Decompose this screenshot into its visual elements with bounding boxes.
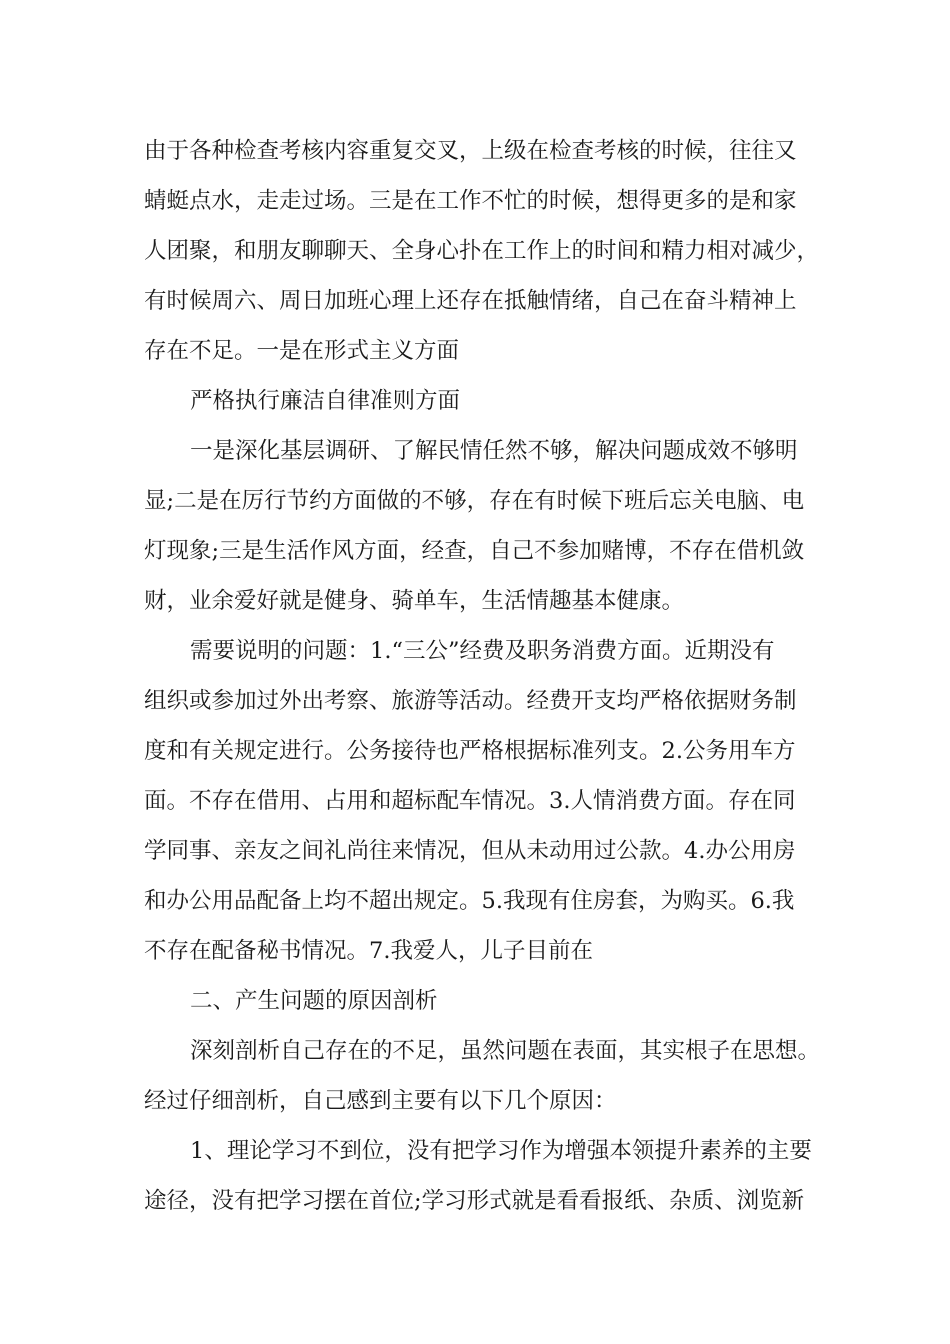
section-heading: 严格执行廉洁自律准则方面 [190, 388, 461, 414]
body-line: 由于各种检查考核内容重复交叉，上级在检查考核的时候，往往又 [144, 138, 797, 164]
section-heading: 二、产生问题的原因剖析 [190, 988, 438, 1014]
body-line: 组织或参加过外出考察、旅游等活动。经费开支均严格依据财务制 [144, 688, 797, 714]
body-line: 学同事、亲友之间礼尚往来情况，但从未动用过公款。4.办公用房 [144, 838, 796, 864]
body-line: 度和有关规定进行。公务接待也严格根据标准列支。2.公务用车方 [144, 738, 796, 764]
document-body [144, 126, 824, 1226]
body-line: 途径，没有把学习摆在首位;学习形式就是看看报纸、杂质、浏览新 [144, 1188, 805, 1214]
body-line: 人团聚，和朋友聊聊天、全身心扑在工作上的时间和精力相对减少， [144, 238, 820, 264]
body-line: 存在不足。一是在形式主义方面 [144, 338, 460, 364]
body-line: 不存在配备秘书情况。7.我爱人，儿子目前在 [144, 938, 593, 964]
body-line: 有时候周六、周日加班心理上还存在抵触情绪，自己在奋斗精神上 [144, 288, 797, 314]
body-line: 和办公用品配备上均不超出规定。5.我现有住房套，为购买。6.我 [144, 888, 795, 914]
body-line: 财，业余爱好就是健身、骑单车，生活情趣基本健康。 [144, 588, 685, 614]
body-line: 经过仔细剖析，自己感到主要有以下几个原因： [144, 1088, 617, 1114]
body-line: 1、理论学习不到位，没有把学习作为增强本领提升素养的主要 [190, 1138, 812, 1164]
body-line: 蜻蜓点水，走走过场。三是在工作不忙的时候，想得更多的是和家 [144, 188, 797, 214]
body-line: 深刻剖析自己存在的不足，虽然问题在表面，其实根子在思想。 [190, 1038, 821, 1064]
body-line: 一是深化基层调研、了解民情任然不够，解决问题成效不够明 [190, 438, 798, 464]
body-line: 需要说明的问题：1.“三公”经费及职务消费方面。近期没有 [190, 638, 775, 664]
body-line: 面。不存在借用、占用和超标配车情况。3.人情消费方面。存在同 [144, 788, 796, 814]
body-line: 显;二是在厉行节约方面做的不够，存在有时候下班后忘关电脑、电 [144, 488, 805, 514]
body-line: 灯现象;三是生活作风方面，经查，自己不参加赌博，不存在借机敛 [144, 538, 805, 564]
